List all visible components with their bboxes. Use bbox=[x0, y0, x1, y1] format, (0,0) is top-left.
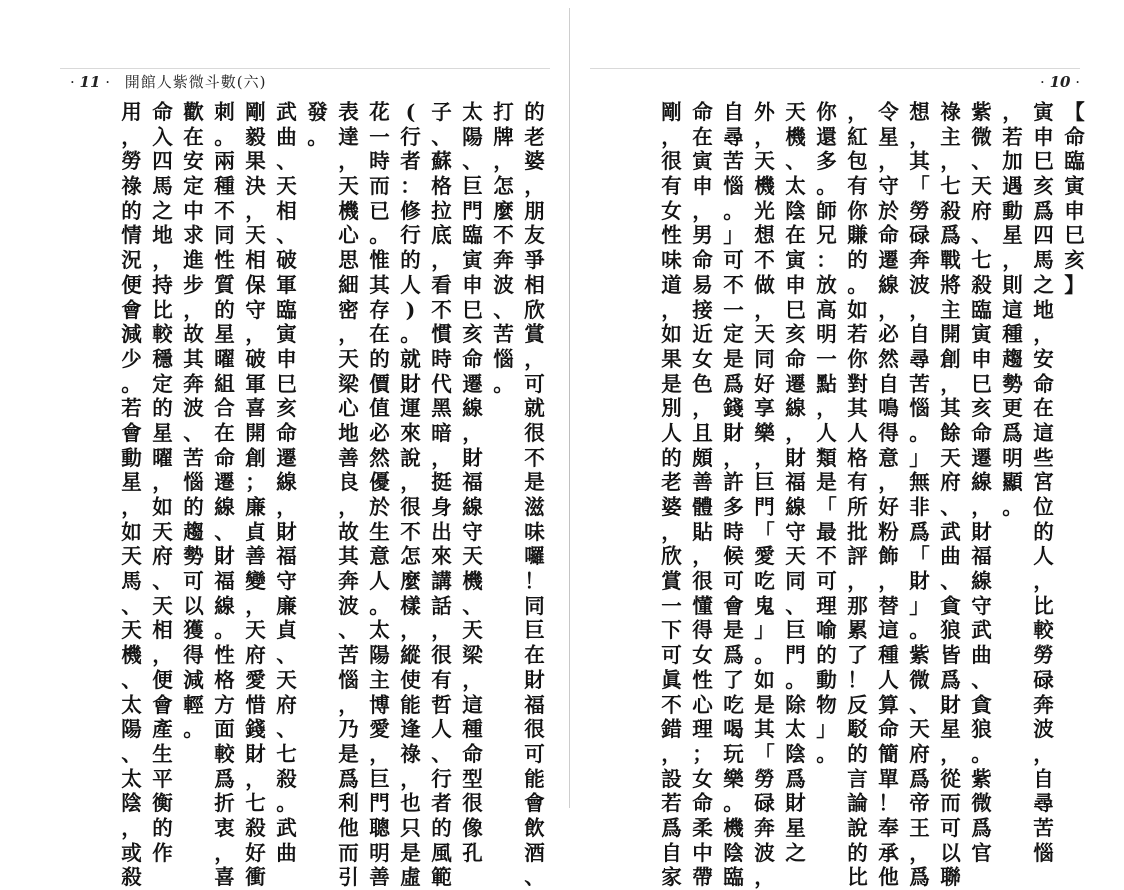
left-page-text-column: 發 。 bbox=[307, 100, 328, 149]
right-page-text-column: 外 ， 天 機 光 想 不 做 ， 天 同 好 享 樂 ， 巨 門 「 愛 吃 鬼 」 。 如 是 其 「 勞 碌 奔 波 ， bbox=[754, 100, 775, 890]
right-page-text-column: 寅 申 巳 亥 爲 四 馬 之 地 ， 安 命 在 這 些 宮 位 的 人 ， 比 較 勞 碌 奔 波 ， 自 尋 苦 惱 bbox=[1033, 100, 1054, 865]
left-page-number: 11 bbox=[79, 73, 101, 91]
left-page-text-column: 太 陽 、 巨 門 臨 寅 申 巳 亥 命 遷 線 ， 財 福 線 守 天 機 、 天 梁 ， 這 種 命 型 很 像 孔 bbox=[462, 100, 483, 865]
left-page-text-column: 刺 。 兩 種 不 同 性 質 的 星 曜 組 合 在 命 遷 線 、 財 福 線 。 性 格 方 面 較 爲 折 衷 ， 喜 bbox=[214, 100, 235, 890]
left-page-text-column: ( 行 者 ： 修 行 的 人 ) 。 就 財 運 來 說 ， 很 不 怎 麼 樣 ， 縱 使 能 逢 祿 ， 也 只 是 虛 bbox=[400, 100, 421, 890]
left-page-text-column: 表 達 ， 天 機 心 思 細 密 ， 天 梁 心 地 善 良 ， 故 其 奔 波 、 苦 惱 ， 乃 是 爲 利 他 而 引 bbox=[338, 100, 359, 890]
section-heading bbox=[1059, 100, 1090, 750]
right-page-number: 10 bbox=[1049, 73, 1071, 91]
left-page-text-column: 歡 在 安 定 中 求 進 步 ， 故 其 奔 波 、 苦 惱 的 趨 勢 可 以 獲 得 減 輕 。 bbox=[183, 100, 204, 742]
left-page-text-column: 打 牌 ， 怎 麼 不 奔 波 、 苦 惱 。 bbox=[493, 100, 514, 396]
left-page-text-column: 的 老 婆 ， 朋 友 爭 相 欣 賞 ， 可 就 很 不 是 滋 味 囉 ！ 同 巨 在 財 福 很 可 能 會 飲 酒 、 bbox=[524, 100, 545, 890]
left-page-text-column: 武 曲 、 天 相 、 破 軍 臨 寅 申 巳 亥 命 遷 線 ， 財 福 守 廉 貞 、 天 府 、 七 殺 。 武 曲 bbox=[276, 100, 297, 865]
right-page-text-column: 你 還 多 。 師 兄 ： 放 高 明 一 點 ， 人 類 是 「 最 不 可 理 喻 的 動 物 」 。 bbox=[816, 100, 837, 766]
header-rule-right bbox=[590, 68, 1080, 69]
heading-close-bracket: 】 bbox=[1064, 272, 1085, 297]
right-page-text-column: ， 若 加 遇 動 星 ， 則 這 種 趨 勢 更 爲 明 顯 。 bbox=[1002, 100, 1023, 519]
left-running-title: 開館人紫微斗數(六) bbox=[124, 73, 267, 91]
heading-open-bracket: 【 bbox=[1064, 100, 1085, 124]
page-gutter bbox=[569, 8, 570, 808]
left-page-text-column: 花 一 時 而 已 。 惟 其 存 在 的 價 值 必 然 優 於 生 意 人 。 太 陽 主 博 愛 ， 巨 門 聰 明 善 bbox=[369, 100, 390, 890]
right-page-text-column: 祿 主 ， 七 殺 爲 戰 將 主 開 創 ， 其 餘 天 府 、 武 曲 、 貪 狼 皆 爲 財 星 ， 從 而 可 以 聯 bbox=[940, 100, 961, 890]
right-page-text-column: 令 星 ， 守 於 命 遷 線 ， 必 然 自 鳴 得 意 ， 好 粉 飾 ， 替 這 種 人 算 命 簡 單 ！ 奉 承 他 bbox=[878, 100, 899, 890]
left-page-text-column: 子 、 蘇 格 拉 底 ， 看 不 慣 時 代 黑 暗 ， 挺 身 出 來 講 話 ， 很 有 哲 人 、 行 者 的 風 範 bbox=[431, 100, 452, 890]
left-page-text bbox=[58, 100, 550, 890]
right-page-text bbox=[600, 100, 1090, 890]
header-rule-left bbox=[60, 68, 550, 69]
right-running-header: · 10 · bbox=[1040, 73, 1080, 91]
right-page-text-column: 天 機 、 太 陰 在 寅 申 巳 亥 命 遷 線 ， 財 福 線 守 天 同 、 巨 門 。 除 太 陰 爲 財 星 之 bbox=[785, 100, 806, 865]
right-page-text-column: 命 在 寅 申 ， 男 命 易 接 近 女 色 ， 且 頗 善 體 貼 ， 很 懂 得 女 性 心 理 ； 女 命 柔 中 帶 bbox=[692, 100, 713, 890]
left-page-text-column: 命 入 四 馬 之 地 ， 持 比 較 穩 定 的 星 曜 ， 如 天 府 、 天 相 ， 便 會 產 生 平 衡 的 作 bbox=[152, 100, 173, 865]
right-page-text-column: 紫 微 、 天 府 、 七 殺 臨 寅 申 巳 亥 命 遷 線 ， 財 福 線 守 武 曲 、 貪 狼 。 紫 微 爲 官 bbox=[971, 100, 992, 865]
right-page-text-column: 自 尋 苦 惱 。 」 可 不 一 定 是 爲 錢 財 ， 許 多 時 候 可 會 是 爲 了 吃 喝 玩 樂 。 機 陰 臨 bbox=[723, 100, 744, 890]
left-page-text-column: 剛 毅 果 決 ， 天 相 保 守 ， 破 軍 喜 開 創 ； 廉 貞 善 變 ， 天 府 愛 惜 錢 財 ， 七 殺 好 衝 bbox=[245, 100, 266, 890]
left-page-text-column: 用 ， 勞 祿 的 情 況 便 會 減 少 。 若 會 動 星 ， 如 天 馬 、 天 機 、 太 陽 、 太 陰 ， 或 殺 bbox=[121, 100, 142, 890]
right-page-text-column: 想 ， 其 「 勞 碌 奔 波 ， 自 尋 苦 惱 。 」 無 非 爲 「 財 」 。 紫 微 、 天 府 爲 帝 王 ， 爲 bbox=[909, 100, 930, 890]
right-page-text-column: 剛 ， 很 有 女 性 味 道 ， 如 果 是 別 人 的 老 婆 ， 欣 賞 一 下 可 眞 不 錯 ， 設 若 爲 自 家 bbox=[661, 100, 682, 890]
heading-chars: 命 臨 寅 申 巳 亥 bbox=[1064, 124, 1085, 273]
right-page-text-column: ， 紅 包 有 你 賺 的 。 如 若 你 對 其 人 格 有 所 批 評 ， 那 累 了 ！ 反 駁 的 言 論 說 的 比 bbox=[847, 100, 868, 890]
left-running-header: · 11 · 開館人紫微斗數(六) bbox=[70, 73, 267, 91]
